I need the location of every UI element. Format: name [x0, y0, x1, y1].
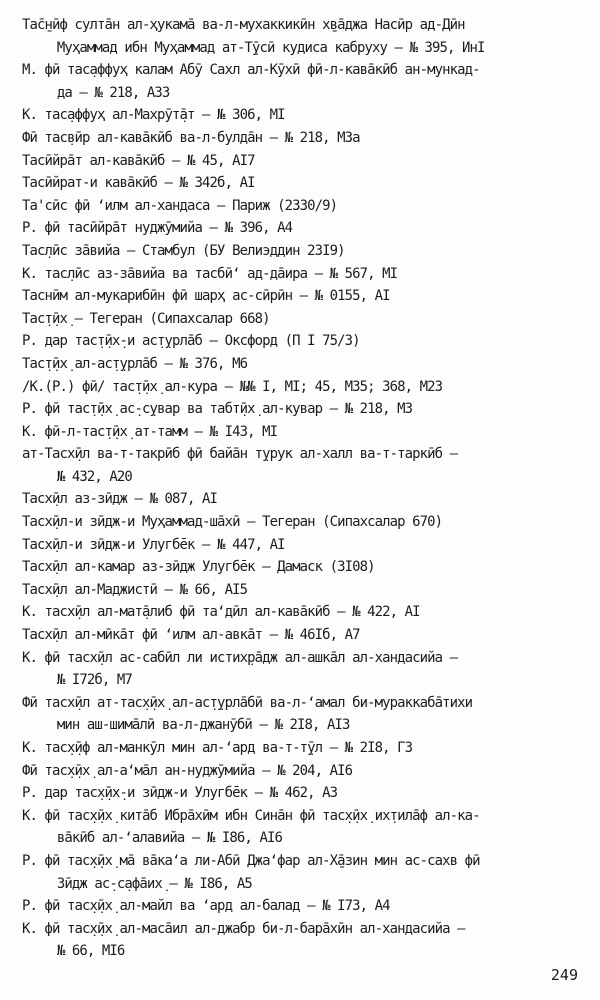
page-number: 249	[550, 966, 578, 984]
index-entry	[22, 918, 588, 963]
entry-line: Тас̱̄нӣф султа̄н ал-ҳукама̄ ва-л-мухаккикӣн х̱ва̄джа Насӣр ад-Дӣн	[22, 17, 465, 33]
entry-line: Тасх̣ӣл ал-камар аз-зӣдж Улугбēк – Дамаск (3I08)	[22, 559, 375, 576]
entry-line: Та'сӣс фӣ ʻилм ал-хандаса – Париж (2330/9)	[22, 197, 338, 214]
entry-line: Р. фӣ тасӣйра̄т нуджӯмийа – № 396, А4	[22, 220, 293, 237]
entry-line: Р. фӣ тас̣х̣ӣх̣ ма̄ ва̄каʻа ли-Абӣ Джаʻфар ал-Х̱а̄зин мин ас-сахв фӣ	[22, 852, 480, 869]
entry-continuation-line: мин аш-шима̄лӣ ва-л-джанӯбӣ – № 2I8, АI3	[56, 717, 350, 734]
entry-continuation-line: № 432, А20	[56, 468, 132, 485]
entry-continuation-line: № 66, МI6	[56, 943, 125, 960]
entry-line: К. тас̣аффуҳ ал-Махрӯт̣а̄т – № 306, МI	[22, 107, 285, 124]
index-entry	[22, 240, 588, 263]
index-entry	[22, 285, 588, 308]
index-entry	[22, 195, 588, 218]
index-entry	[22, 217, 588, 240]
index-entry	[22, 782, 588, 805]
index-entry	[22, 104, 588, 127]
entry-continuation-line: да – № 218, А33	[56, 84, 170, 101]
entry-line: Р. дар тас̣х̣ӣх̣-и зӣдж-и Улугбēк – № 462, А3	[22, 785, 338, 802]
entry-continuation-line: Муҳаммад ибн Муҳаммад ат-Т̣ӯсӣ кудиса кабруху – № 395, ИнI	[56, 39, 485, 56]
index-entry	[22, 330, 588, 353]
index-entry	[22, 421, 588, 444]
index-entry	[22, 14, 588, 59]
index-entry-list	[22, 14, 590, 963]
index-entry	[22, 647, 588, 692]
entry-line: Тасх̣ӣл-и зӣдж-и Улугбēк – № 447, АI	[22, 536, 285, 553]
entry-line: Тас̣т̣ӣх̣ ал-ас̣т̣урла̄б – № 376, М6	[22, 355, 248, 372]
entry-line: К. фӣ тас̣х̣ӣх̣ ал-маса̄ил ал-джабр би-л-бара̄хӣн ал-хандасийа –	[22, 920, 465, 937]
entry-line: Тас̣лӣс за̄вийа – Стамбул (БУ Велиэддин 23I9)	[22, 242, 345, 259]
entry-line: Тасӣйра̄т ал-кава̄кӣб – № 45, АI7	[22, 152, 255, 169]
entry-line: Таснӣм ал-мукарибӣн фӣ шарҳ ас-сӣрӣн – № 0155, АI	[22, 288, 390, 305]
entry-line: Р. фӣ тас̣х̣ӣх̣ ал-майл ва ʻард ал-балад – № I73, А4	[22, 898, 390, 915]
entry-line: /К.(Р.) фӣ/ тас̣т̣ӣх̣ ал-кура – №№ I, МI; 45, М35; 368, М23	[22, 378, 443, 395]
entry-line: К. фӣ-л-тас̣т̣ӣх̣ ат-тамм – № I43, МI	[22, 423, 278, 440]
index-entry	[22, 59, 588, 104]
entry-line: Р. фӣ тас̣т̣ӣх̣ ас̣-с̣увар ва табт̣ӣх̣ ал-кувар – № 218, М3	[22, 401, 413, 418]
entry-line: Тасх̣ӣл ал-Маджистӣ – № 66, АI5	[22, 581, 248, 598]
entry-line: К. тас̣х̣ӣф ал-манкӯл мин ал-ʻард ва-т-т̣ӯл – № 2I8, Г3	[22, 740, 413, 756]
index-entry	[22, 579, 588, 602]
index-entry	[22, 850, 588, 895]
index-entry	[22, 534, 588, 557]
entry-line: К. фӣ тас̣х̣ӣх̣ кита̄б Ибра̄хӣм ибн Сина̄н фӣ тас̣х̣ӣх̣ их̣тила̄ф ал-ка-	[22, 807, 480, 824]
index-entry	[22, 263, 588, 286]
index-entry	[22, 127, 588, 150]
entry-line: Фӣ тасх̣ӣл ат-тас̣х̣ӣх̣ ал-ас̣т̣урла̄бӣ ва-л-ʻамал би-мураккаба̄тихи	[22, 694, 473, 711]
index-entry	[22, 443, 588, 488]
entry-line: К. фӣ тасх̣ӣл ас-сабӣл ли истих̣ра̄дж ал-ашка̄л ал-хандасийа –	[22, 649, 458, 666]
entry-line: Тасӣйрат-и кава̄кӣб – № 342б, АI	[22, 175, 255, 192]
index-entry	[22, 150, 588, 173]
entry-line: М. фӣ тас̣аффуҳ калам Абӯ Сахл ал-Кӯхӣ фӣ-л-кава̄кӣб ан-мункад-	[22, 62, 480, 79]
index-entry	[22, 805, 588, 850]
entry-line: Тасх̣ӣл-и зӣдж-и Муҳаммад-ша̄хӣ – Тегеран (Сипахсалар 670)	[22, 514, 443, 531]
index-entry	[22, 488, 588, 511]
entry-continuation-line: № I72б, М7	[56, 672, 132, 689]
entry-line: Фӣ тас̣вӣр ал-кава̄кӣб ва-л-булда̄н – № 218, М3а	[22, 129, 360, 146]
index-entry	[22, 398, 588, 421]
entry-line: Р. дар тас̣т̣ӣх̣-и ас̣т̣урла̄б – Оксфорд (П I 75/3)	[22, 333, 360, 350]
entry-line: Тасх̣ӣл аз-зӣдж – № 087, АI	[22, 491, 218, 508]
index-entry	[22, 556, 588, 579]
index-entry	[22, 376, 588, 399]
entry-line: Фӣ тас̣х̣ӣх̣ ал-аʻма̄л ан-нуджӯмийа – № 204, АI6	[22, 762, 353, 779]
entry-line: Тасх̣ӣл ал-мӣка̄т фӣ ʻилм ал-авка̄т – № 46Iб, А7	[22, 627, 360, 644]
index-entry	[22, 692, 588, 737]
entry-continuation-line: ва̄кӣб ал-ʻалавийа – № I86, АI6	[56, 830, 282, 847]
index-entry	[22, 511, 588, 534]
entry-line: К. тасх̣ӣл ал-мат̣а̄либ фӣ таʻдӣл ал-кава̄кӣб – № 422, АI	[22, 604, 420, 621]
index-entry	[22, 601, 588, 624]
index-entry	[22, 624, 588, 647]
index-entry	[22, 353, 588, 376]
index-entry	[22, 737, 588, 760]
entry-line: ат-Тасх̣ӣл ва-т-такрӣб фӣ байа̄н т̣урук ал-халл ва-т-таркӣб –	[22, 446, 458, 463]
entry-continuation-line: Зӣдж ас̣-с̣афа̄их̣ – № I86, А5	[56, 875, 252, 892]
index-entry	[22, 308, 588, 331]
index-entry	[22, 172, 588, 195]
index-entry	[22, 895, 588, 918]
index-entry	[22, 760, 588, 783]
entry-line: Тас̣т̣ӣх̣ – Тегеран (Сипахсалар 668)	[22, 310, 270, 327]
entry-line: К. тас̣лӣс аз-за̄вийа ва тасбӣʻ ад-да̄ира – № 567, МI	[22, 265, 398, 282]
